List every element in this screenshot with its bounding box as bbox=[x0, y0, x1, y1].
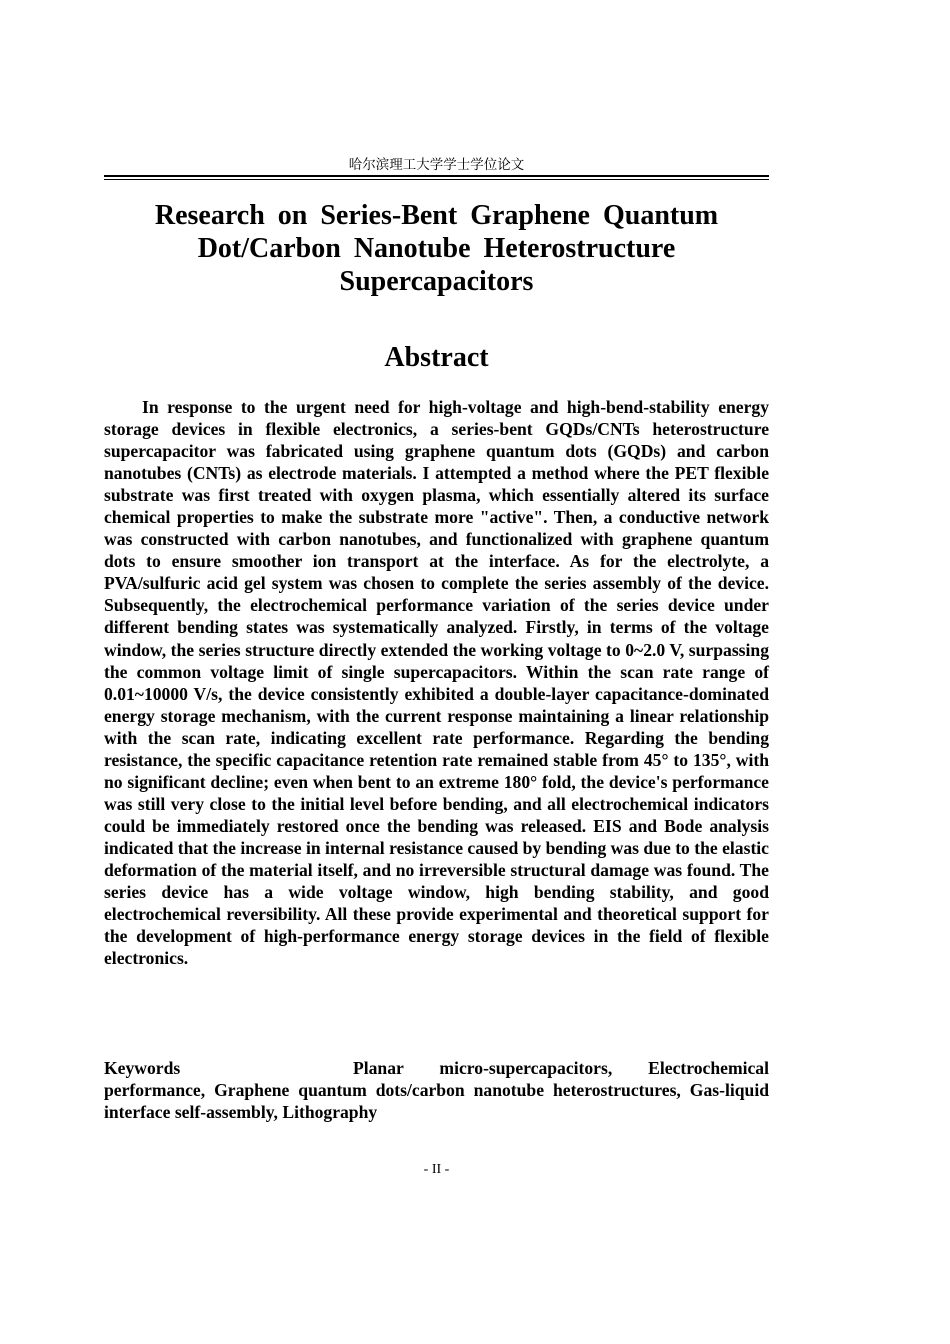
thesis-title-line-3: Supercapacitors bbox=[339, 266, 534, 297]
abstract-body: In response to the urgent need for high-voltage and high-bend-stability energy storage devices in flexible electronics, a series-bent GQDs/CNTs heterostructure supercapacitor was fabricated using graphene quantum dots (GQDs) and carbon nanotubes (CNTs) as electrode materials. I attempted a method where the PET flexible substrate was first treated with oxygen plasma, which essentially altered its surface chemical properties to make the substrate more "active". Then, a conductive network was constructed with carbon nanotubes, and functionalized with graphene quantum dots to ensure smoother ion transport at the interface. As for the electrolyte, a PVA/sulfuric acid gel system was chosen to complete the series assembly of the device. Subsequently, the electrochemical performance variation of the series device under different bending states was systematically analyzed. Firstly, in terms of the voltage window, the series structure directly extended the working voltage to 0~2.0 V, surpassing the common voltage limit of single supercapacitors. Within the scan rate range of 0.01~10000 V/s, the device consistently exhibited a double-layer capacitance-dominated energy storage mechanism, with the current response maintaining a linear relationship with the scan rate, indicating excellent rate performance. Regarding the bending resistance, the specific capacitance retention rate remained stable from 45° to 135°, with no significant decline; even when bent to an extreme 180° fold, the device's performance was still very close to the initial level before bending, and all electrochemical indicators could be immediately restored once the bending was released. EIS and Bode analysis indicated that the increase in internal resistance caused by bending was due to the elastic deformation of the material itself, and no irreversible structural damage was found. The series device has a wide voltage window, high bending stability, and good electrochemical reversibility. All these provide experimental and theoretical support for the development of high-performance energy storage devices in the field of flexible electronics. bbox=[104, 397, 769, 969]
thesis-title bbox=[104, 199, 769, 298]
header-rule-thin bbox=[104, 179, 769, 180]
thesis-title-line-2: Dot/Carbon Nanotube Heterostructure bbox=[197, 233, 676, 264]
thesis-title-line-1: Research on Series-Bent Graphene Quantum bbox=[154, 200, 719, 231]
keywords-label: Keywords bbox=[104, 1058, 181, 1078]
keywords bbox=[104, 1057, 769, 1123]
running-header: 哈尔滨理工大学学士学位论文 bbox=[348, 157, 525, 173]
abstract-heading: Abstract bbox=[384, 342, 489, 373]
keywords-text: Planar micro-supercapacitors, Electrochemical performance, Graphene quantum dots/carbon nanotube heterostructures, Gas-liquid interface self-assembly, Lithography bbox=[104, 1058, 769, 1123]
page-number: - II - bbox=[423, 1162, 450, 1177]
header-rule-thick bbox=[104, 175, 769, 177]
